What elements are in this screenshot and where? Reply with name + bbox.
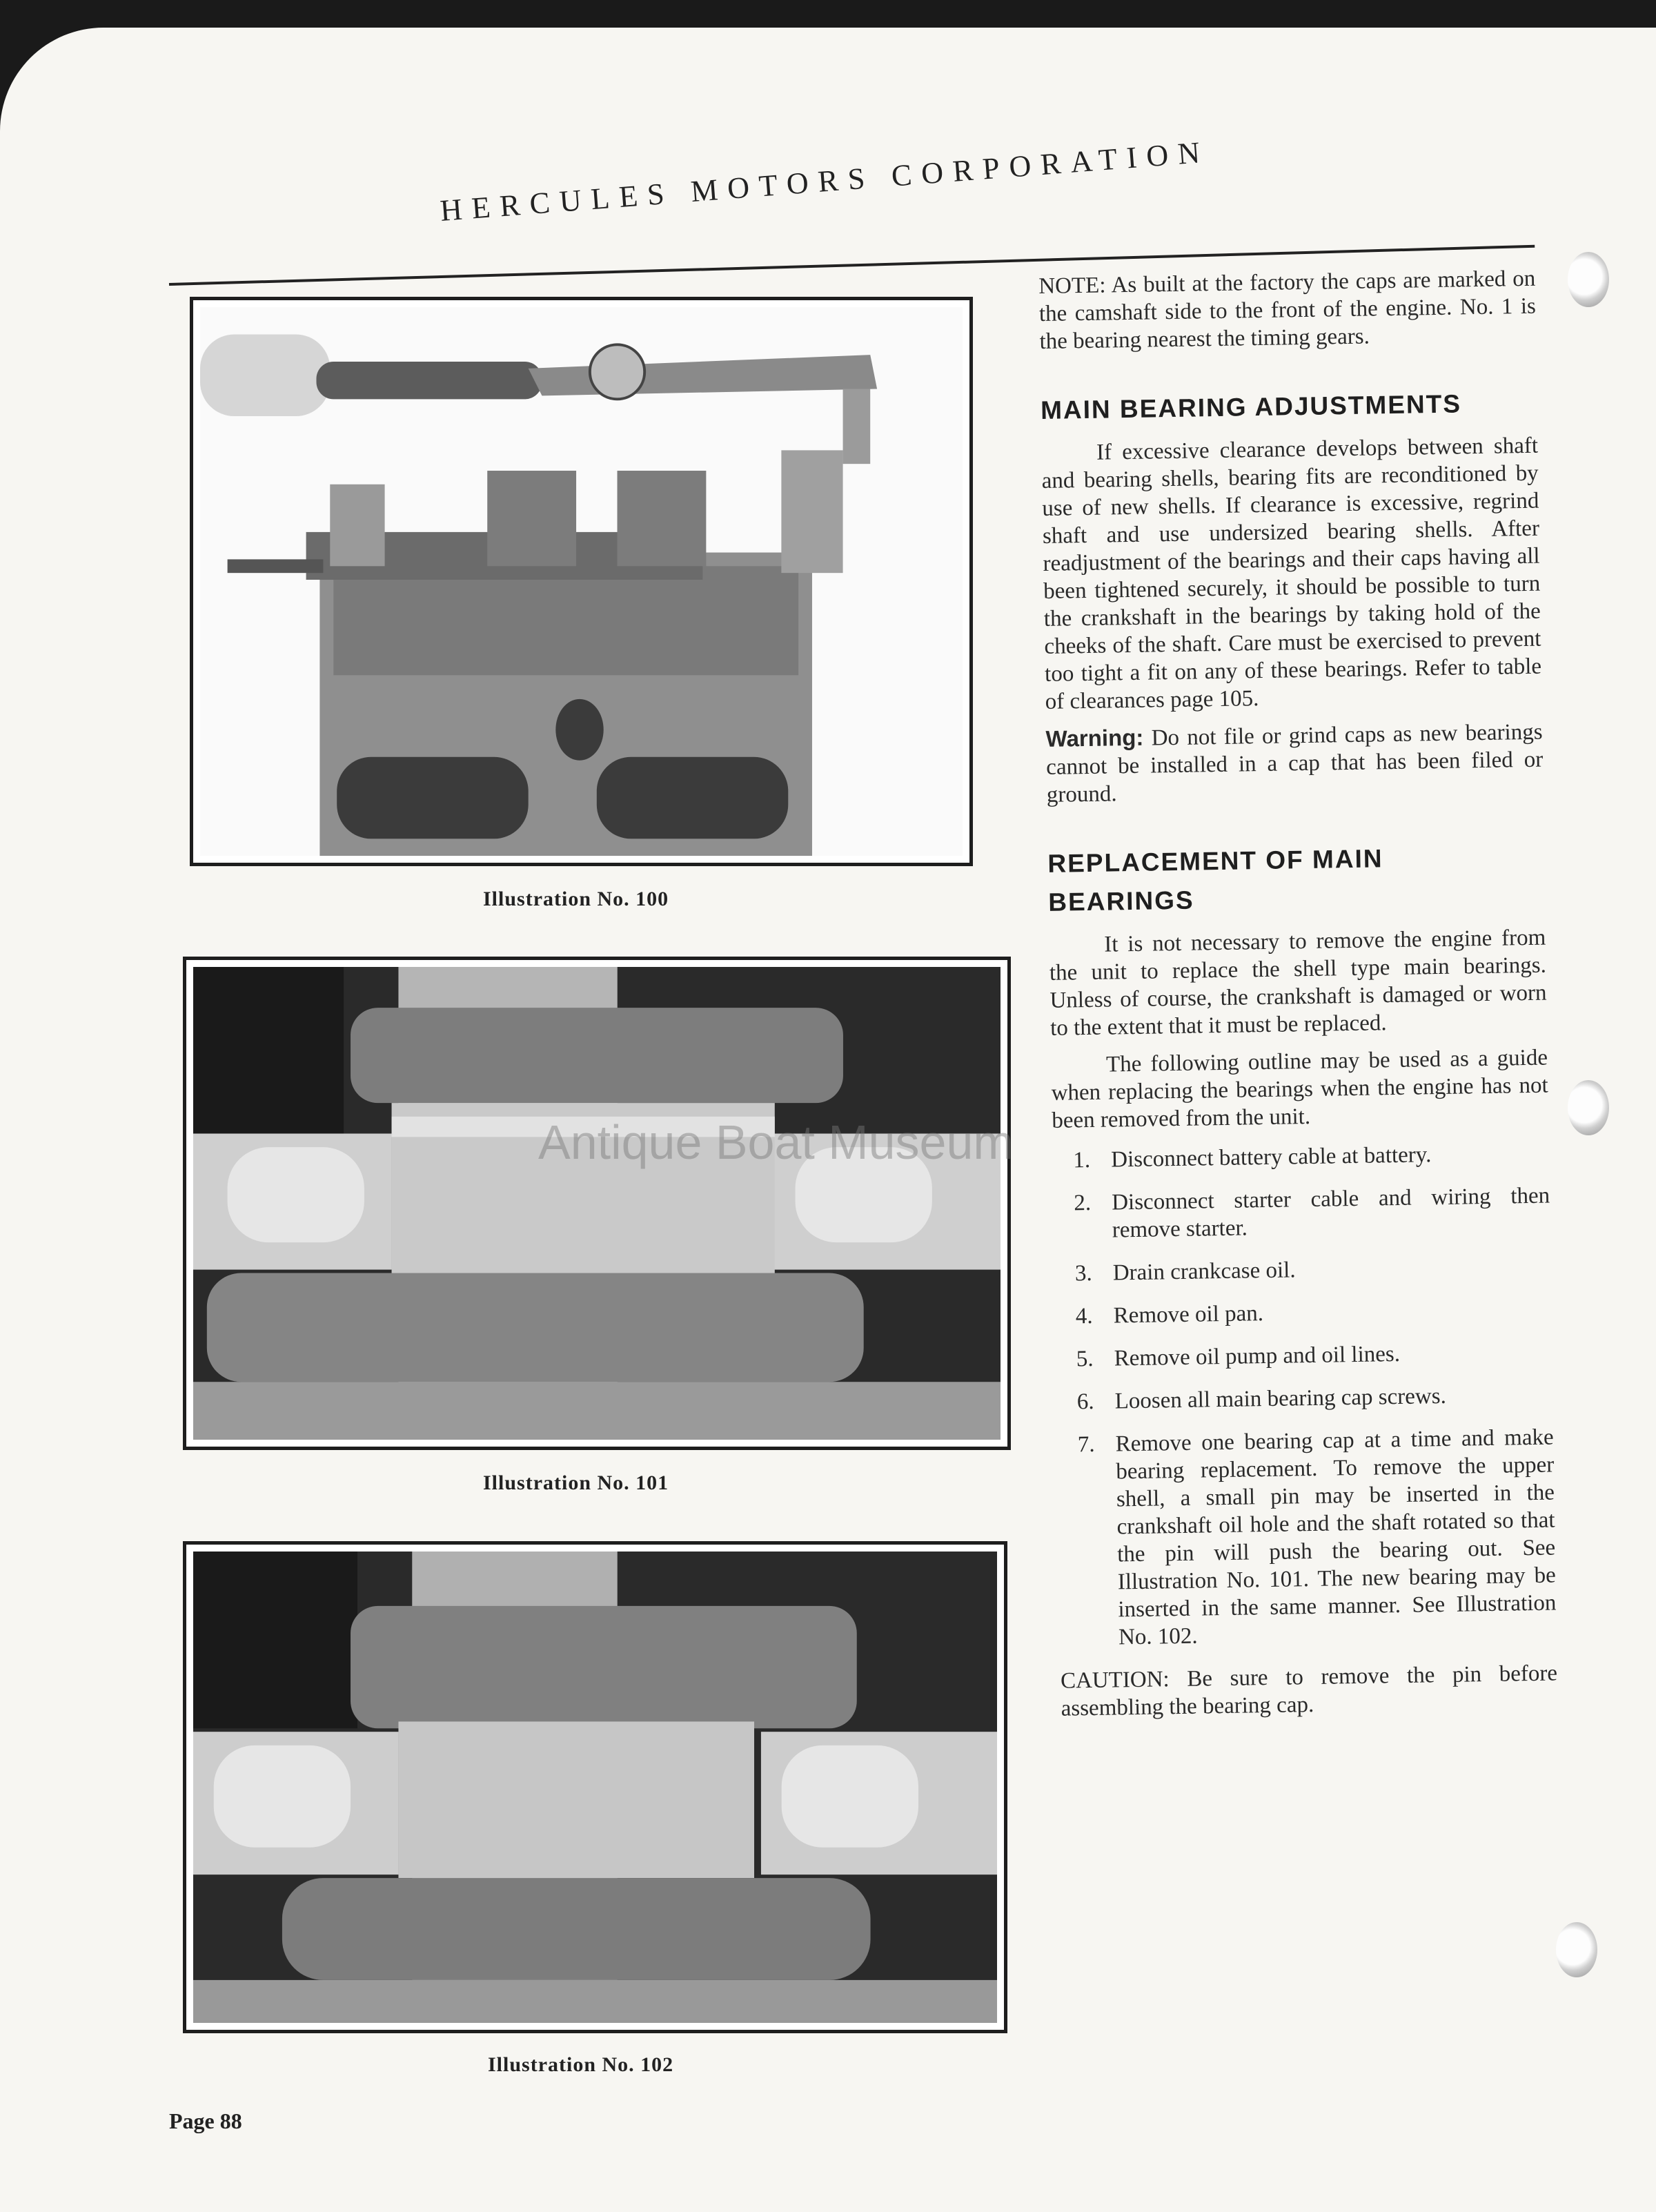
warning-text: Do not file or grind caps as new bearings cannot be installed in a cap that has been filed or ground. bbox=[1045, 719, 1544, 808]
main-bearing-adjustments-body: If excessive clearance develops between shaft and bearing shells, bearing fits are reconditioned by use of new shells. If clearance is excessive, regrind shaft and use undersized bearing shells. After readjustment of the bearings and their caps having all been tightened securely, it should be possible to turn the crankshaft in the bearings by taking hold of the cheeks of the shaft. Care must be exercised to prevent too tight a fit on any of these bearings. Refer to table of clearances page 105. bbox=[1041, 433, 1542, 714]
caution-paragraph: CAUTION: Be sure to remove the pin before assembling the bearing cap. bbox=[1060, 1661, 1558, 1721]
engine-block-torque-wrench-image bbox=[200, 307, 963, 856]
page-number: Page 88 bbox=[169, 2108, 242, 2133]
list-item bbox=[1053, 1182, 1550, 1245]
step-text: Remove oil pan. bbox=[1113, 1301, 1264, 1329]
bearing-shell-insertion-image bbox=[193, 1552, 997, 2023]
main-bearing-adjustments-heading: MAIN BEARING ADJUSTMENTS bbox=[1040, 389, 1462, 424]
illustration-101-photo bbox=[183, 957, 1011, 1450]
list-item bbox=[1052, 1139, 1550, 1175]
list-item bbox=[1054, 1253, 1551, 1288]
replacement-heading-line2: BEARINGS bbox=[1048, 885, 1194, 917]
illustration-102-photo bbox=[183, 1541, 1007, 2033]
binder-hole-top bbox=[1568, 252, 1609, 307]
replacement-steps-list bbox=[1052, 1139, 1557, 1652]
step-text: Remove oil pump and oil lines. bbox=[1114, 1341, 1401, 1371]
text-column bbox=[1038, 265, 1558, 1732]
replacement-paragraph-2: The following outline may be used as a guide when replacing the bearings when the engine has not been removed from the unit. bbox=[1051, 1045, 1548, 1133]
list-item bbox=[1055, 1338, 1552, 1373]
step-number: 4. bbox=[1075, 1303, 1093, 1329]
step-number: 1. bbox=[1073, 1147, 1091, 1173]
step-text: Disconnect battery cable at battery. bbox=[1110, 1142, 1432, 1173]
illustration-100-photo bbox=[190, 297, 973, 866]
warning-label: Warning: bbox=[1045, 724, 1144, 752]
upper-bearing-shell-removal-image bbox=[193, 967, 1000, 1440]
note-paragraph: NOTE: As built at the factory the caps are marked on the camshaft side to the front of the engine. No. 1 is the bearing nearest the timing gears. bbox=[1038, 266, 1537, 354]
step-number: 3. bbox=[1074, 1260, 1092, 1286]
step-number: 2. bbox=[1074, 1190, 1092, 1216]
replacement-heading-line1: REPLACEMENT OF MAIN bbox=[1047, 844, 1383, 878]
step-number: 5. bbox=[1076, 1346, 1094, 1372]
list-item bbox=[1054, 1295, 1552, 1331]
illustration-102-caption: Illustration No. 102 bbox=[488, 2053, 674, 2076]
list-item bbox=[1056, 1380, 1553, 1416]
warning-paragraph bbox=[1045, 718, 1544, 809]
step-text: Drain crankcase oil. bbox=[1112, 1257, 1296, 1286]
step-text: Remove one bearing cap at a time and make bearing replacement. To remove the upper shell, a small pin may be inserted in the crankshaft oil hole and the shaft rotated so that the pin will push the bearing out. See Illustration No. 101. The new bearing may be inserted in the same manner. See Illustration No. 102. bbox=[1115, 1425, 1557, 1650]
list-item bbox=[1056, 1423, 1557, 1652]
watermark: Antique Boat Museum bbox=[538, 1115, 1014, 1169]
binder-hole-bottom bbox=[1556, 1922, 1597, 1977]
replacement-heading bbox=[1047, 837, 1546, 922]
binder-hole-middle bbox=[1568, 1080, 1609, 1135]
step-number: 7. bbox=[1077, 1431, 1095, 1458]
page-header: HERCULES MOTORS CORPORATION bbox=[439, 135, 1211, 228]
illustration-100-caption: Illustration No. 100 bbox=[483, 888, 669, 910]
step-text: Disconnect starter cable and wiring then remove starter. bbox=[1111, 1183, 1550, 1243]
replacement-paragraph-1: It is not necessary to remove the engine from the unit to replace the shell type main bearings. Unless of course, the crankshaft is damaged or worn to the extent that it must be replaced. bbox=[1049, 925, 1547, 1041]
step-text: Loosen all main bearing cap screws. bbox=[1114, 1383, 1447, 1414]
step-number: 6. bbox=[1076, 1389, 1094, 1415]
manual-page bbox=[0, 28, 1656, 2212]
illustration-101-caption: Illustration No. 101 bbox=[483, 1471, 669, 1494]
